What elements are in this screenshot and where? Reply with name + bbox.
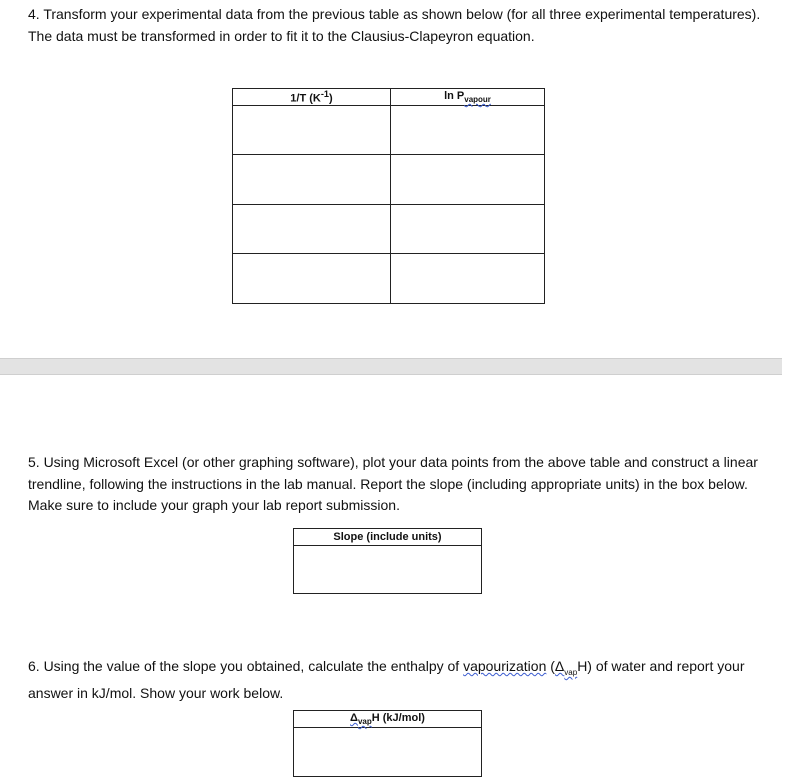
slope-box [293,528,482,594]
table-cell[interactable] [391,254,545,304]
header-inverse-temperature: 1/T $(K^{-1})$ [233,89,391,106]
transform-table [232,88,545,304]
table-row [233,205,545,254]
table-row [233,155,545,205]
table-cell[interactable] [233,254,391,304]
table-cell[interactable] [233,205,391,254]
enthalpy-answer-cell[interactable] [294,728,482,777]
header-ln-pvapour: $\ln P_{vapour}$ [391,89,545,106]
slope-answer-cell[interactable] [294,546,482,594]
table-cell[interactable] [233,106,391,155]
table-cell[interactable] [391,205,545,254]
page-break-band [0,358,782,375]
table-row [233,106,545,155]
enthalpy-box-header: $\Delta_{vap}H$ (kJ/mol) [294,711,482,728]
question-5-text: 5. Using Microsoft Excel (or other graphing software), plot your data points from the above table and construct a linear trendline, following the instructions in the lab manual. Report the slope (including appropriate units) in the box below. Make sure to include your graph your lab report submission. [28,454,758,513]
table-cell[interactable] [391,155,545,205]
table-row [233,254,545,304]
table-cell[interactable] [391,106,545,155]
question-4-text: 4. Transform your experimental data from the previous table as shown below (for all three experimental temperatures). The data must be transformed in order to fit it to the Clausius-Clapeyron equation. [28,6,761,44]
table-header-row [233,89,545,106]
slope-box-header: Slope (include units) [294,529,482,546]
table-cell[interactable] [233,155,391,205]
question-6-text: 6. Using the value of the slope you obtained, calculate the enthalpy of vapourization $(\Delta_{vap}H)$ of water and report your answer in kJ/mol. Show your work below. [28,658,745,702]
enthalpy-box [293,710,482,777]
